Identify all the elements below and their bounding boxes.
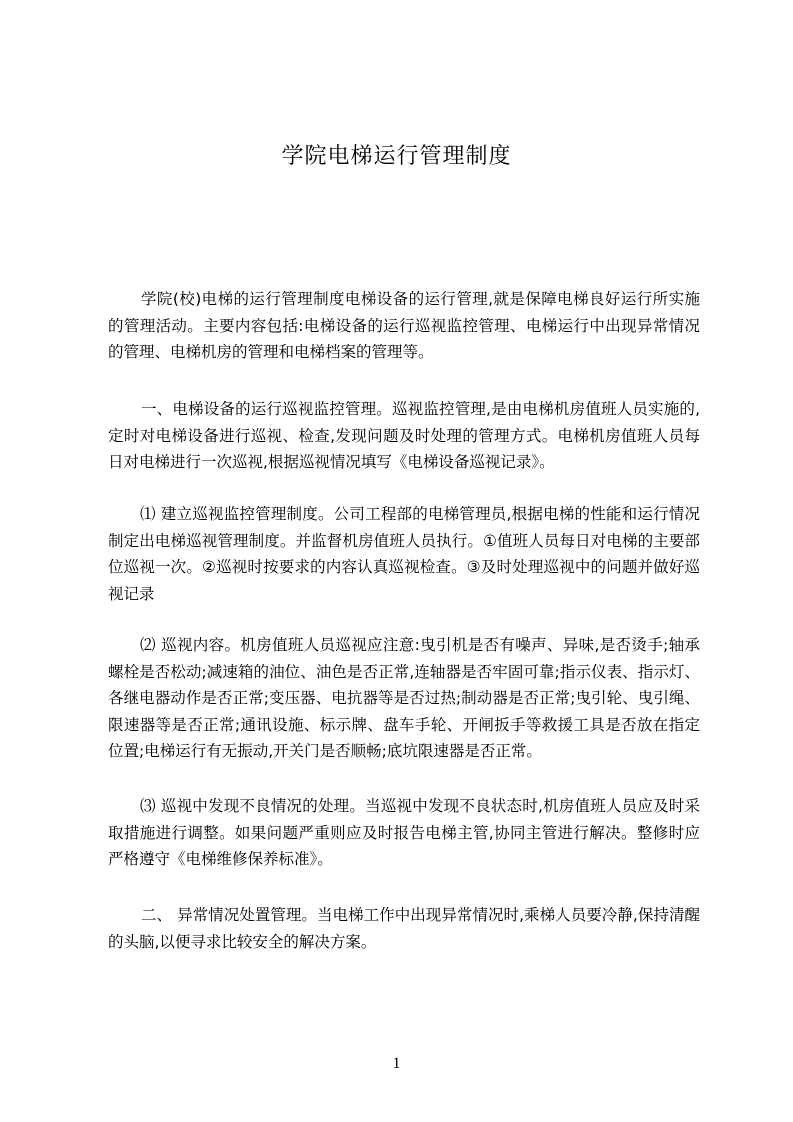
item-1-paragraph: ⑴ 建立巡视监控管理制度。公司工程部的电梯管理员,根据电梯的性能和运行情况制定出电梯巡视管理制度。并监督机房值班人员执行。①值班人员每日对电梯的主要部位巡视一次。②巡视时按要求的内容认真巡视检查。③及时处理巡视中的问题并做好巡视记录	[108, 505, 700, 603]
section-1-paragraph: 一、电梯设备的运行巡视监控管理。巡视监控管理,是由电梯机房值班人员实施的,定时对电梯设备进行巡视、检查,发现问题及时处理的管理方式。电梯机房值班人员每日对电梯进行一次巡视,根据巡视情况填写《电梯设备巡视记录》。	[108, 400, 700, 471]
item-2-paragraph: ⑵ 巡视内容。机房值班人员巡视应注意:曳引机是否有噪声、异味,是否烫手;轴承螺栓是否松动;减速箱的油位、油色是否正常,连轴器是否牢固可靠;指示仪表、指示灯、各继电器动作是否正常;变压器、电抗器等是否过热;制动器是否正常;曳引轮、曳引绳、限速器等是否正常;通讯设施、标示牌、盘车手轮、开闸扳手等救援工具是否放在指定位置;电梯运行有无振动,开关门是否顺畅;底坑限速器是否正常。	[108, 636, 700, 760]
item-3-paragraph: ⑶ 巡视中发现不良情况的处理。当巡视中发现不良状态时,机房值班人员应及时采取措施进行调整。如果问题严重则应及时报告电梯主管,协同主管进行解决。整修时应严格遵守《电梯维修保养标准》。	[108, 797, 700, 868]
page-number: 1	[392, 1055, 401, 1072]
section-2-paragraph: 二、 异常情况处置管理。当电梯工作中出现异常情况时,乘梯人员要冷静,保持清醒的头脑,以便寻求比较安全的解决方案。	[108, 906, 700, 951]
intro-paragraph: 学院(校)电梯的运行管理制度电梯设备的运行管理,就是保障电梯良好运行所实施的管理活动。主要内容包括:电梯设备的运行巡视监控管理、电梯运行中出现异常情况的管理、电梯机房的管理和电梯档案的管理等。	[108, 290, 700, 361]
document-title: 学院电梯运行管理制度	[281, 144, 512, 169]
